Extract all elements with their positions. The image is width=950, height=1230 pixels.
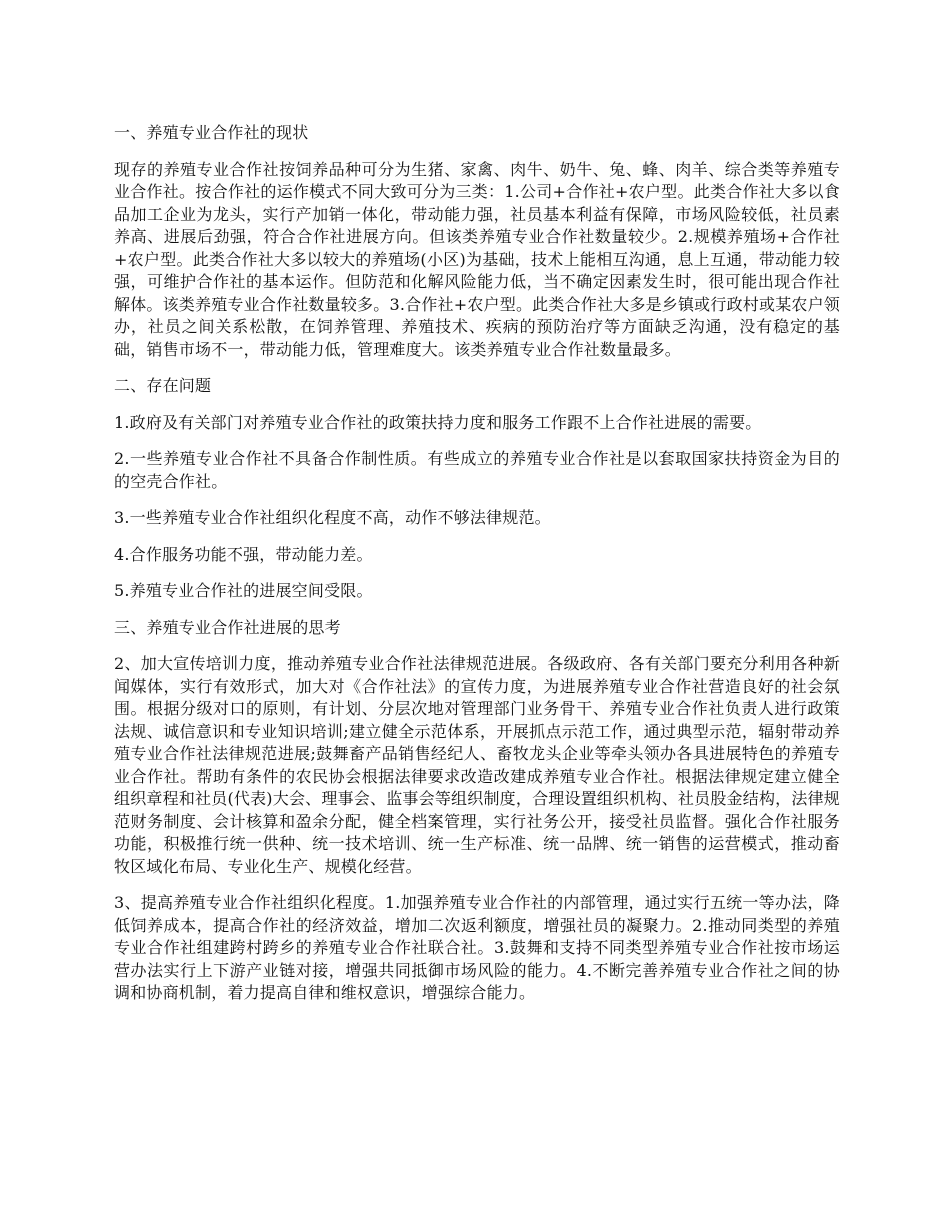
problem-item-3: 3.一些养殖专业合作社组织化程度不高，动作不够法律规范。 xyxy=(114,508,551,527)
problem-item-1: 1.政府及有关部门对养殖专业合作社的政策扶持力度和服务工作跟不上合作社进展的需要。 xyxy=(114,412,762,432)
section-heading-problems: 二、存在问题 xyxy=(114,376,212,395)
problem-item-5: 5.养殖专业合作社的进展空间受限。 xyxy=(114,581,373,600)
paragraph-status: 现存的养殖专业合作社按饲养品种可分为生猪、家禽、肉牛、奶牛、兔、蜂、肉羊、综合类等养殖专业合作社。按合作社的运作模式不同大致可分为三类：1.公司+合作社+农户型。此类合作社大多以食品加工企业为龙头，实行产加销一体化，带动能力强，社员基本利益有保障，市场风险较低，社员素养高、进展后劲强，符合合作社进展方向。但该类养殖专业合作社数量较少。2.规模养殖场+合作社+农户型。此类合作社大多以较大的养殖场(小区)为基础，技术上能相互沟通，息上互通，带动能力较强，可维护合作社的基本运作。但防范和化解风险能力低，当不确定因素发生时，很可能出现合作社解体。该类养殖专业合作社数量较多。3.合作社+农户型。此类合作社大多是乡镇或行政村或某农户领办，社员之间关系松散，在饲养管理、养殖技术、疾病的预防治疗等方面缺乏沟通，没有稳定的基础，销售市场不一，带动能力低，管理难度大。该类养殖专业合作社数量最多。 xyxy=(114,159,840,359)
section-heading-thoughts: 三、养殖专业合作社进展的思考 xyxy=(114,617,341,637)
problem-item-2: 2.一些养殖专业合作社不具备合作制性质。有些成立的养殖专业合作社是以套取国家扶持资金为目的的空壳合作社。 xyxy=(114,449,840,491)
problem-item-4: 4.合作服务功能不强，带动能力差。 xyxy=(114,544,373,564)
document-body xyxy=(114,122,840,1019)
section-heading-status: 一、养殖专业合作社的现状 xyxy=(114,123,309,142)
paragraph-organization-level: 3、提高养殖专业合作社组织化程度。1.加强养殖专业合作社的内部管理，通过实行五统一等办法，降低饲养成本，提高合作社的经济效益，增加二次返利额度，增强社员的凝聚力。2.推动同类型的养殖专业合作社组建跨村跨乡的养殖专业合作社联合社。3.鼓舞和支持不同类型养殖专业合作社按市场运营办法实行上下游产业链对接，增强共同抵御市场风险的能力。4.不断完善养殖专业合作社之间的协调和协商机制，着力提高自律和维权意识，增强综合能力。 xyxy=(114,893,840,1002)
paragraph-publicity-training: 2、加大宣传培训力度，推动养殖专业合作社法律规范进展。各级政府、各有关部门要充分利用各种新闻媒体，实行有效形式，加大对《合作社法》的宣传力度，为进展养殖专业合作社营造良好的社会氛围。根据分级对口的原则，有计划、分层次地对管理部门业务骨干、养殖专业合作社负责人进行政策法规、诚信意识和专业知识培训;建立健全示范体系，开展抓点示范工作，通过典型示范，辐射带动养殖专业合作社法律规范进展;鼓舞畜产品销售经纪人、畜牧龙头企业等牵头领办各具进展特色的养殖专业合作社。帮助有条件的农民协会根据法律要求改造改建成养殖专业合作社。根据法律规定建立健全组织章程和社员(代表)大会、理事会、监事会等组织制度，合理设置组织机构、社员股金结构，法律规范财务制度、会计核算和盈余分配，健全档案管理，实行社务公开，接受社员监督。强化合作社服务功能，积极推行统一供种、统一技术培训、统一生产标准、统一品牌、统一销售的运营模式，推动畜牧区域化布局、专业化生产、规模化经营。 xyxy=(114,654,840,876)
